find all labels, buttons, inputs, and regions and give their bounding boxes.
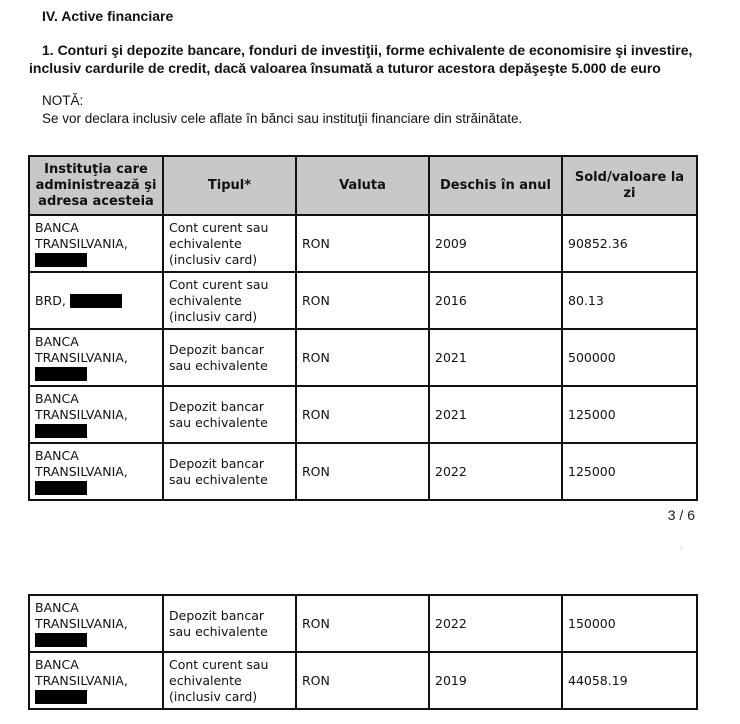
cell-type: Depozit bancar sau echivalente <box>163 386 296 443</box>
cell-balance: 90852.36 <box>562 215 697 272</box>
header-year-opened: Deschis în anul <box>429 156 562 215</box>
note-text: Se vor declara inclusiv cele aflate în bănci sau instituţii financiare din străinătate. <box>42 111 523 126</box>
redacted-address <box>35 633 87 647</box>
cell-balance: 125000 <box>562 386 697 443</box>
cell-year-opened: 2021 <box>429 386 562 443</box>
cell-year-opened: 2021 <box>429 329 562 386</box>
header-type: Tipul* <box>163 156 296 215</box>
subsection-title: 1. Conturi şi depozite bancare, fonduri de investiţii, forme echivalente de economisire şi investire, inclusiv cardurile de credit, dacă valoarea însumată a tuturor acestora depăşeşte 5.000 de euro <box>29 42 693 76</box>
table-row <box>29 652 697 709</box>
table-row <box>29 329 697 386</box>
cell-type: Cont curent sau echivalente (inclusiv card) <box>163 652 296 709</box>
institution-name: BANCA <box>35 656 79 672</box>
institution-name-cont: TRANSILVANIA, <box>35 463 128 479</box>
cell-type: Depozit bancar sau echivalente <box>163 595 296 652</box>
cell-type: Cont curent sau echivalente (inclusiv card) <box>163 272 296 329</box>
table-row <box>29 215 697 272</box>
cell-institution <box>29 386 163 443</box>
redacted-address <box>35 690 87 704</box>
cell-balance: 80.13 <box>562 272 697 329</box>
cell-balance: 150000 <box>562 595 697 652</box>
institution-name: BANCA <box>35 219 79 235</box>
cell-year-opened: 2022 <box>429 595 562 652</box>
cell-institution <box>29 329 163 386</box>
cell-currency: RON <box>296 215 429 272</box>
redacted-address <box>35 253 87 267</box>
cell-type: Depozit bancar sau echivalente <box>163 329 296 386</box>
institution-name-cont: TRANSILVANIA, <box>35 406 128 422</box>
institution-name: BRD, <box>35 292 66 308</box>
institution-name-cont: TRANSILVANIA, <box>35 235 128 251</box>
cell-institution <box>29 443 163 500</box>
institution-name: BANCA <box>35 333 79 349</box>
cell-currency: RON <box>296 329 429 386</box>
section-title: IV. Active financiare <box>42 8 174 24</box>
redacted-address <box>70 294 122 308</box>
header-balance: Sold/valoare la zi <box>562 156 697 215</box>
cell-institution <box>29 215 163 272</box>
cell-type: Cont curent sau echivalente (inclusiv card) <box>163 215 296 272</box>
note-label: NOTĂ: <box>42 93 84 108</box>
table-row <box>29 443 697 500</box>
cell-year-opened: 2019 <box>429 652 562 709</box>
cell-balance: 44058.19 <box>562 652 697 709</box>
cell-currency: RON <box>296 386 429 443</box>
table-header-row <box>29 156 697 215</box>
page-number: 3 / 6 <box>667 507 695 523</box>
redacted-address <box>35 424 87 438</box>
institution-name: BANCA <box>35 447 79 463</box>
financial-assets-table <box>28 155 698 501</box>
cell-currency: RON <box>296 272 429 329</box>
redacted-address <box>35 481 87 495</box>
cell-balance: 125000 <box>562 443 697 500</box>
cell-currency: RON <box>296 443 429 500</box>
cell-institution <box>29 272 163 329</box>
scan-artifact <box>681 547 682 550</box>
cell-balance: 500000 <box>562 329 697 386</box>
institution-name: BANCA <box>35 390 79 406</box>
redacted-address <box>35 367 87 381</box>
institution-name-cont: TRANSILVANIA, <box>35 672 128 688</box>
cell-institution <box>29 595 163 652</box>
institution-name-cont: TRANSILVANIA, <box>35 615 128 631</box>
table-row <box>29 595 697 652</box>
cell-institution <box>29 652 163 709</box>
header-institution: Instituţia care administrează şi adresa acesteia <box>29 156 163 215</box>
cell-currency: RON <box>296 652 429 709</box>
cell-currency: RON <box>296 595 429 652</box>
header-currency: Valuta <box>296 156 429 215</box>
cell-type: Depozit bancar sau echivalente <box>163 443 296 500</box>
cell-year-opened: 2009 <box>429 215 562 272</box>
cell-year-opened: 2016 <box>429 272 562 329</box>
financial-assets-table-continued <box>28 594 698 710</box>
table-row <box>29 386 697 443</box>
table-row <box>29 272 697 329</box>
cell-year-opened: 2022 <box>429 443 562 500</box>
institution-name: BANCA <box>35 599 79 615</box>
institution-name-cont: TRANSILVANIA, <box>35 349 128 365</box>
